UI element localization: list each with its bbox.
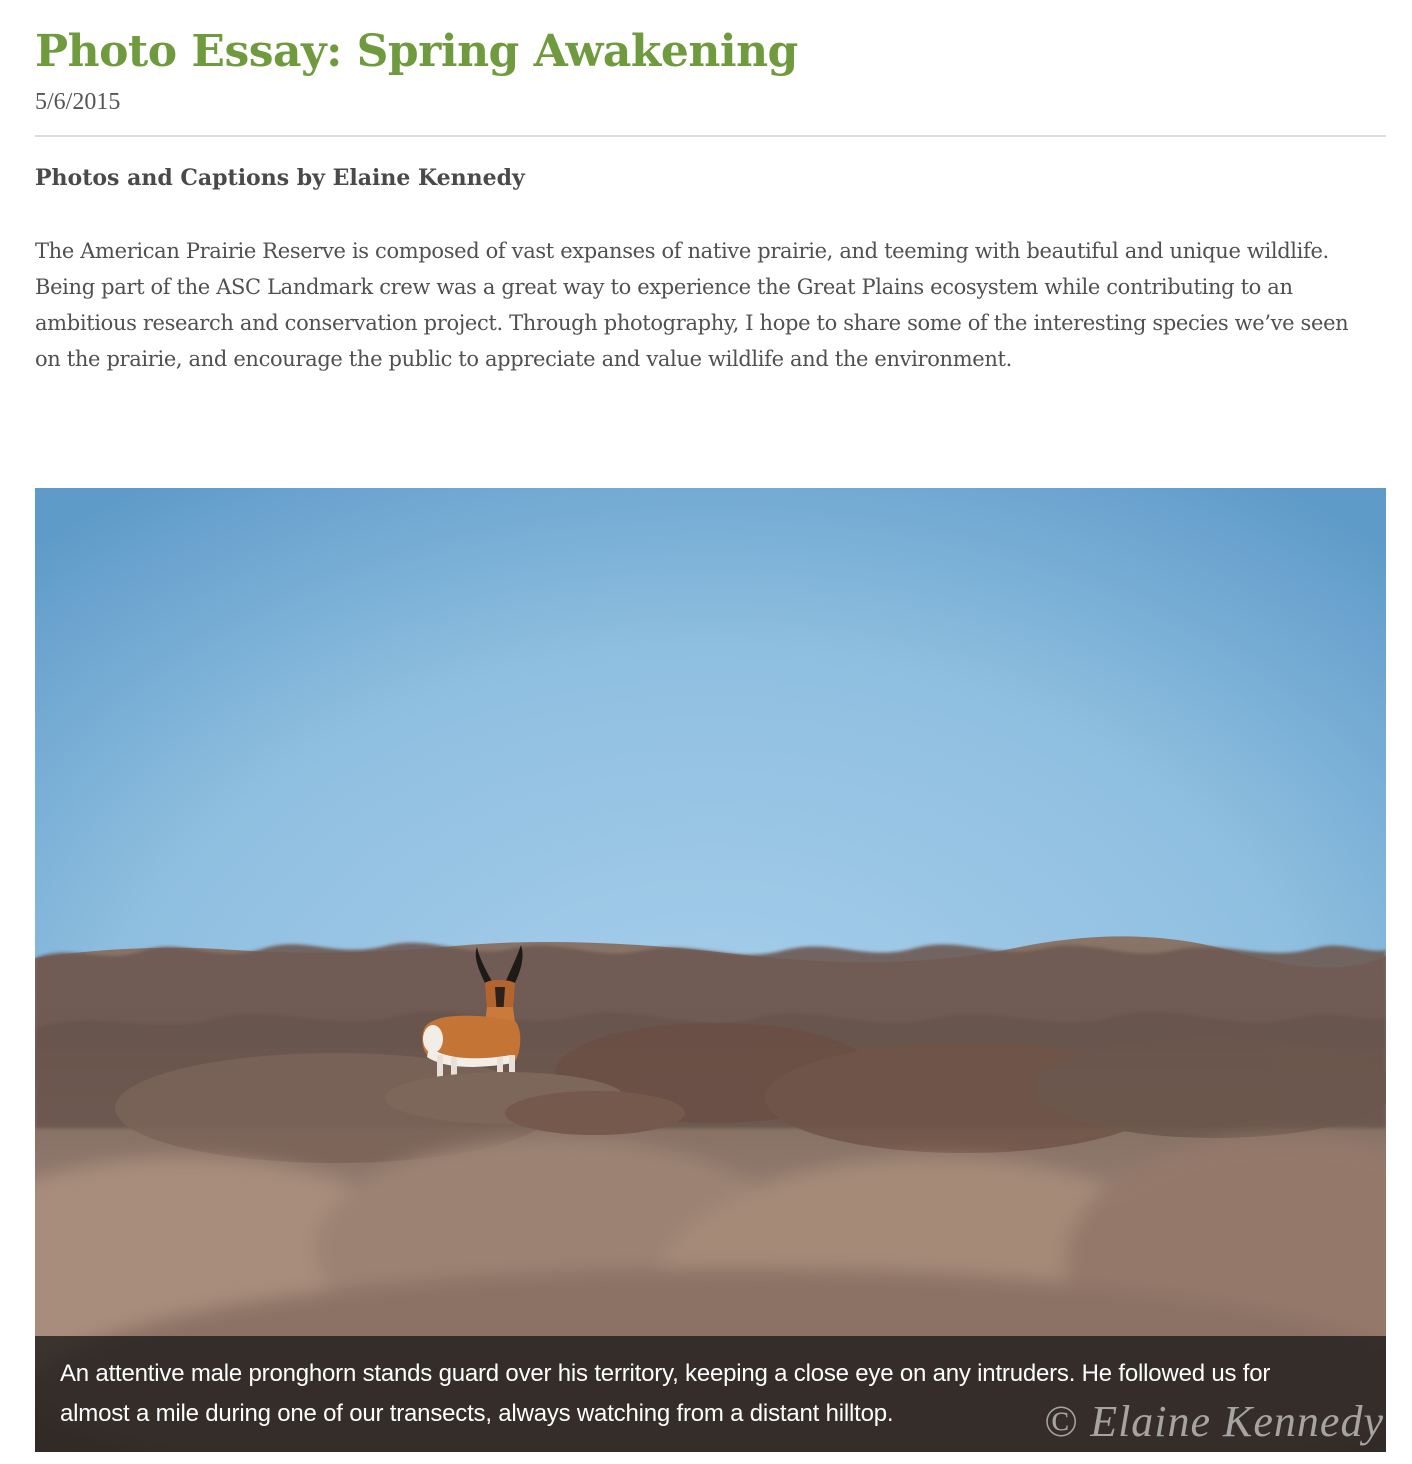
photographer-watermark: © Elaine Kennedy bbox=[1043, 1397, 1384, 1446]
pronghorn-prairie-photo bbox=[35, 488, 1386, 1452]
title-divider bbox=[35, 135, 1386, 137]
photo-caption: An attentive male pronghorn stands guard over his territory, keeping a close eye on any intruders. He followed us for almost a mile during one of our transects, always watching from a distant hilltop. bbox=[35, 1336, 1386, 1452]
article-intro: The American Prairie Reserve is composed of vast expanses of native prairie, and teeming with beautiful and unique wildlife. Being part of the ASC Landmark crew was a great way to experience the Great Plains ecosystem while contributing to an ambitious research and conservation project. Through photography, I hope to share some of the interesting species we’ve seen on the prairie, and encourage the public to appreciate and value wildlife and the environment. bbox=[35, 239, 1349, 371]
photo-slide[interactable] bbox=[35, 488, 1386, 1452]
article-date: 5/6/2015 bbox=[35, 89, 121, 115]
article-byline: Photos and Captions by Elaine Kennedy bbox=[35, 165, 525, 191]
article-title: Photo Essay: Spring Awakening bbox=[35, 26, 798, 77]
